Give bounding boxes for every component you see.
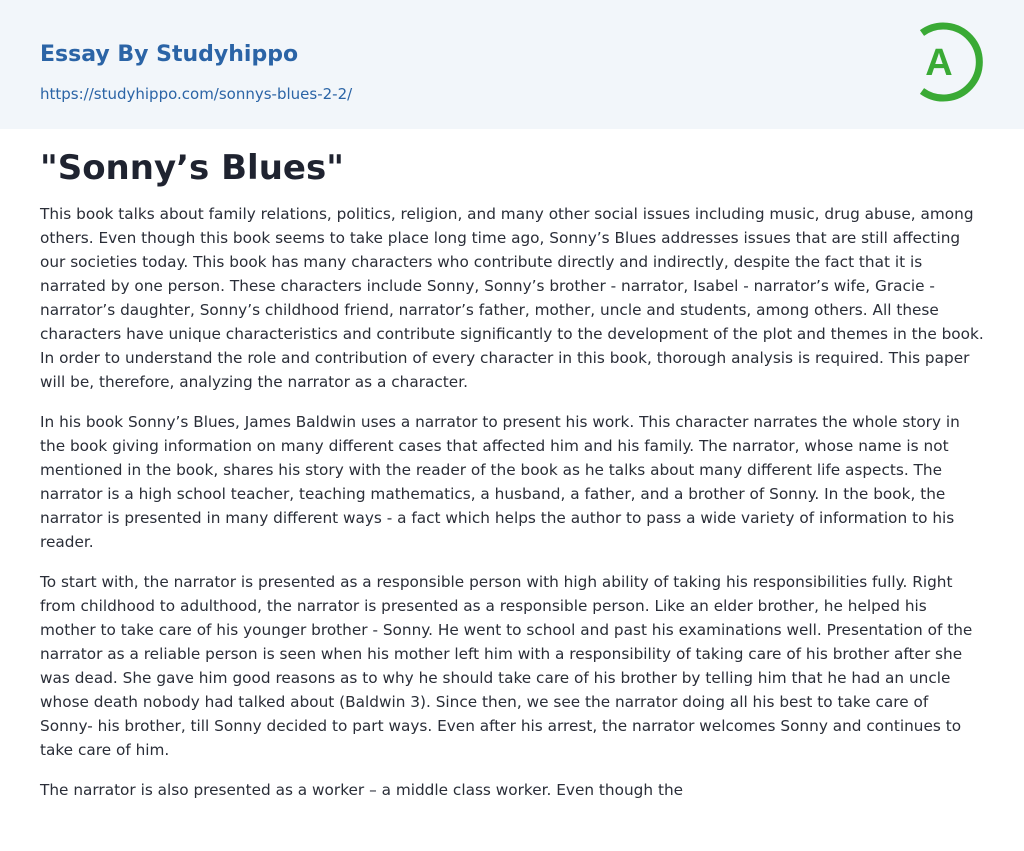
- essay-title: "Sonny’s Blues": [40, 148, 344, 188]
- site-header: [0, 0, 1024, 129]
- logo-letter: A: [925, 42, 953, 84]
- studyhippo-logo-icon[interactable]: [908, 17, 990, 107]
- essay-paragraph-2: In his book Sonny’s Blues, James Baldwin uses a narrator to present his work. This character narrates the whole story in the book giving information on many different cases that affected him and his family. The narrator, whose name is not mentioned in the book, shares his story with the reader of the book as he talks about many different life aspects. The narrator is a high school teacher, teaching mathematics, a husband, a father, and a brother of Sonny. In the book, the narrator is presented in many different ways - a fact which helps the author to pass a wide variety of information to his reader.: [40, 413, 960, 551]
- essay-url-link[interactable]: https://studyhippo.com/sonnys-blues-2-2/: [40, 85, 353, 103]
- essay-paragraph-1: This book talks about family relations, politics, religion, and many other social issues including music, drug abuse, among others. Even though this book seems to take place long time ago, Sonny’s Blues addresses issues that are still affecting our societies today. This book has many characters who contribute directly and indirectly, despite the fact that it is narrated by one person. These characters include Sonny, Sonny’s brother - narrator, Isabel - narrator’s wife, Gracie - narrator’s daughter, Sonny’s childhood friend, narrator’s father, mother, uncle and students, among others. All these characters have unique characteristics and contribute significantly to the development of the plot and themes in the book. In order to understand the role and contribution of every character in this book, thorough analysis is required. This paper will be, therefore, analyzing the narrator as a character.: [40, 205, 984, 391]
- essay-paragraph-3: To start with, the narrator is presented as a responsible person with high ability of taking his responsibilities fully. Right from childhood to adulthood, the narrator is presented as a responsible person. Like an elder brother, he helped his mother to take care of his younger brother - Sonny. He went to school and past his examinations well. Presentation of the narrator as a reliable person is seen when his mother left him with a responsibility of taking care of his brother after she was dead. She gave him good reasons as to why he should take care of his brother by telling him that he had an uncle whose death nobody had talked about (Baldwin 3). Since then, we see the narrator doing all his best to take care of Sonny- his brother, till Sonny decided to part ways. Even after his arrest, the narrator welcomes Sonny and continues to take care of him.: [40, 573, 973, 759]
- brand-title[interactable]: Essay By Studyhippo: [40, 42, 299, 67]
- essay-paragraph-4: The narrator is also presented as a worker – a middle class worker. Even though the: [40, 781, 684, 799]
- essay-content: [40, 146, 984, 818]
